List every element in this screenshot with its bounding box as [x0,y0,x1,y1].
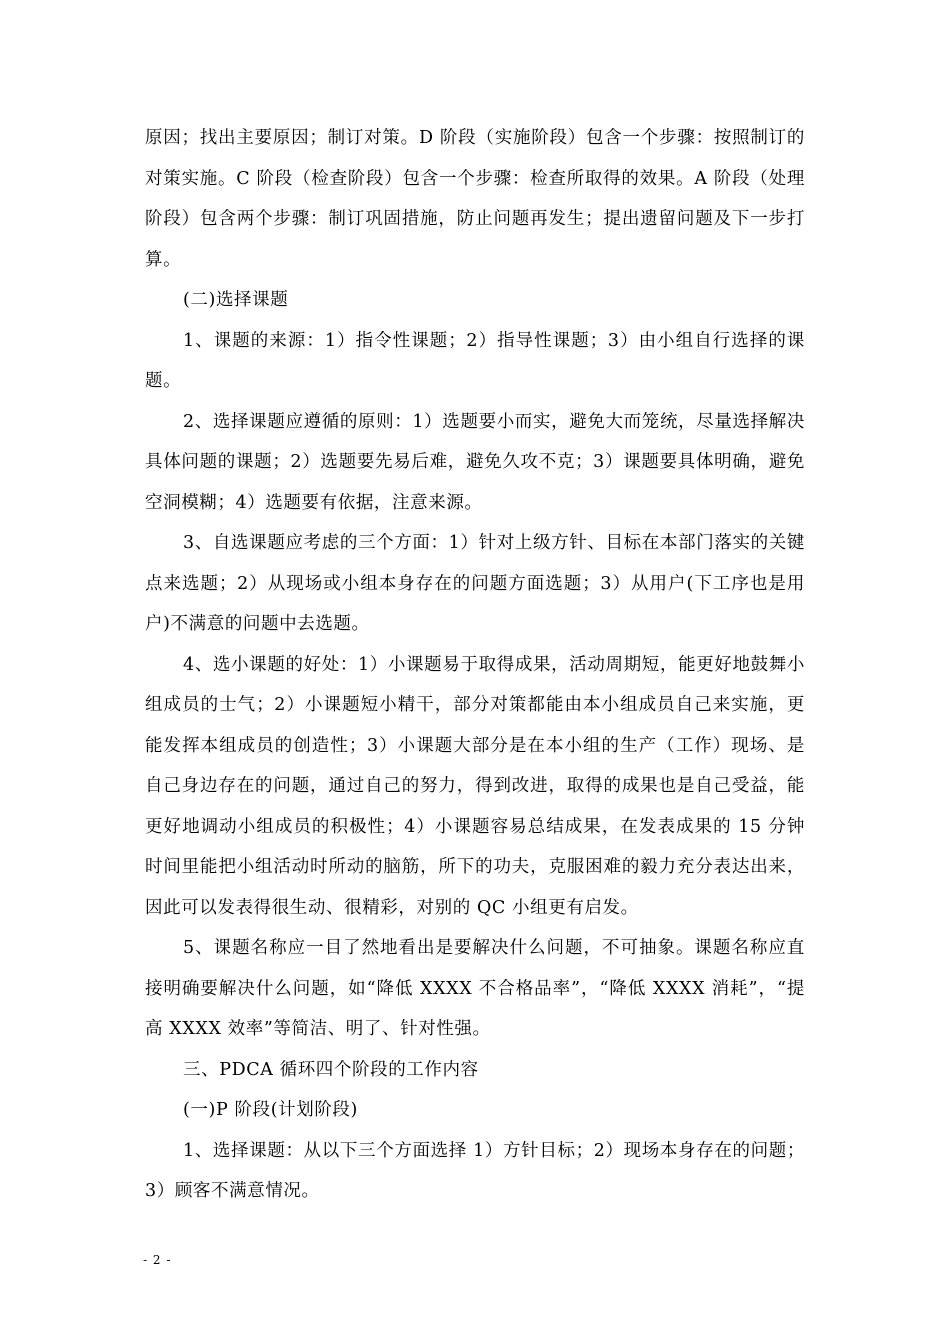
paragraph-pdca-steps: 原因；找出主要原因；制订对策。D 阶段（实施阶段）包含一个步骤：按照制订的对策实施。C 阶段（检查阶段）包含一个步骤：检查所取得的效果。A 阶段（处理阶段）包含两个步骤：制订巩固措施，防止问题再发生；提出遗留问题及下一步打算。 [145,128,805,270]
paragraph-topic-naming: 5、课题名称应一目了然地看出是要解决什么问题，不可抽象。课题名称应直接明确要解决什么问题，如“降低 XXXX 不合格品率”，“降低 XXXX 消耗”，“提高 XXXX 效率”等简洁、明了、针对性强。 [145,938,805,1039]
document-body [145,118,805,1212]
heading-pdca-work-content: 三、PDCA 循环四个阶段的工作内容 [183,1059,479,1080]
page-number: - 2 - [143,1253,172,1267]
paragraph-small-topic-benefits: 4、选小课题的好处：1）小课题易于取得成果，活动周期短，能更好地鼓舞小组成员的士气；2）小课题短小精干，部分对策都能由本小组成员自己来实施，更能发挥本组成员的创造性；3）小课题大部分是在本小组的生产（工作）现场、是自己身边存在的问题，通过自己的努力，得到改进，取得的成果也是自己受益，能更好地调动小组成员的积极性；4）小课题容易总结成果，在发表成果的 15 分钟时间里能把小组活动时所动的脑筋，所下的功夫，克服困难的毅力充分表达出来，因此可以发表得很生动、很精彩，对别的 QC 小组更有启发。 [145,654,805,918]
heading-p-stage: (一)P 阶段(计划阶段) [183,1100,358,1120]
paragraph-select-topic-step: 1、选择课题：从以下三个方面选择 1）方针目标；2）现场本身存在的问题；3）顾客不满意情况。 [145,1140,805,1201]
paragraph-topic-principles: 2、选择课题应遵循的原则：1）选题要小而实，避免大而笼统，尽量选择解决具体问题的课题；2）选题要先易后难，避免久攻不克；3）课题要具体明确，避免空洞模糊；4）选题要有依据，注意来源。 [145,411,805,513]
paragraph-self-selected-topics: 3、自选课题应考虑的三个方面：1）针对上级方针、目标在本部门落实的关键点来选题；2）从现场或小组本身存在的问题方面选题；3）从用户(下工序也是用户)不满意的问题中去选题。 [145,533,805,634]
paragraph-topic-source: 1、课题的来源：1）指令性课题；2）指导性课题；3）由小组自行选择的课题。 [145,330,805,391]
heading-select-topic: (二)选择课题 [183,290,289,310]
